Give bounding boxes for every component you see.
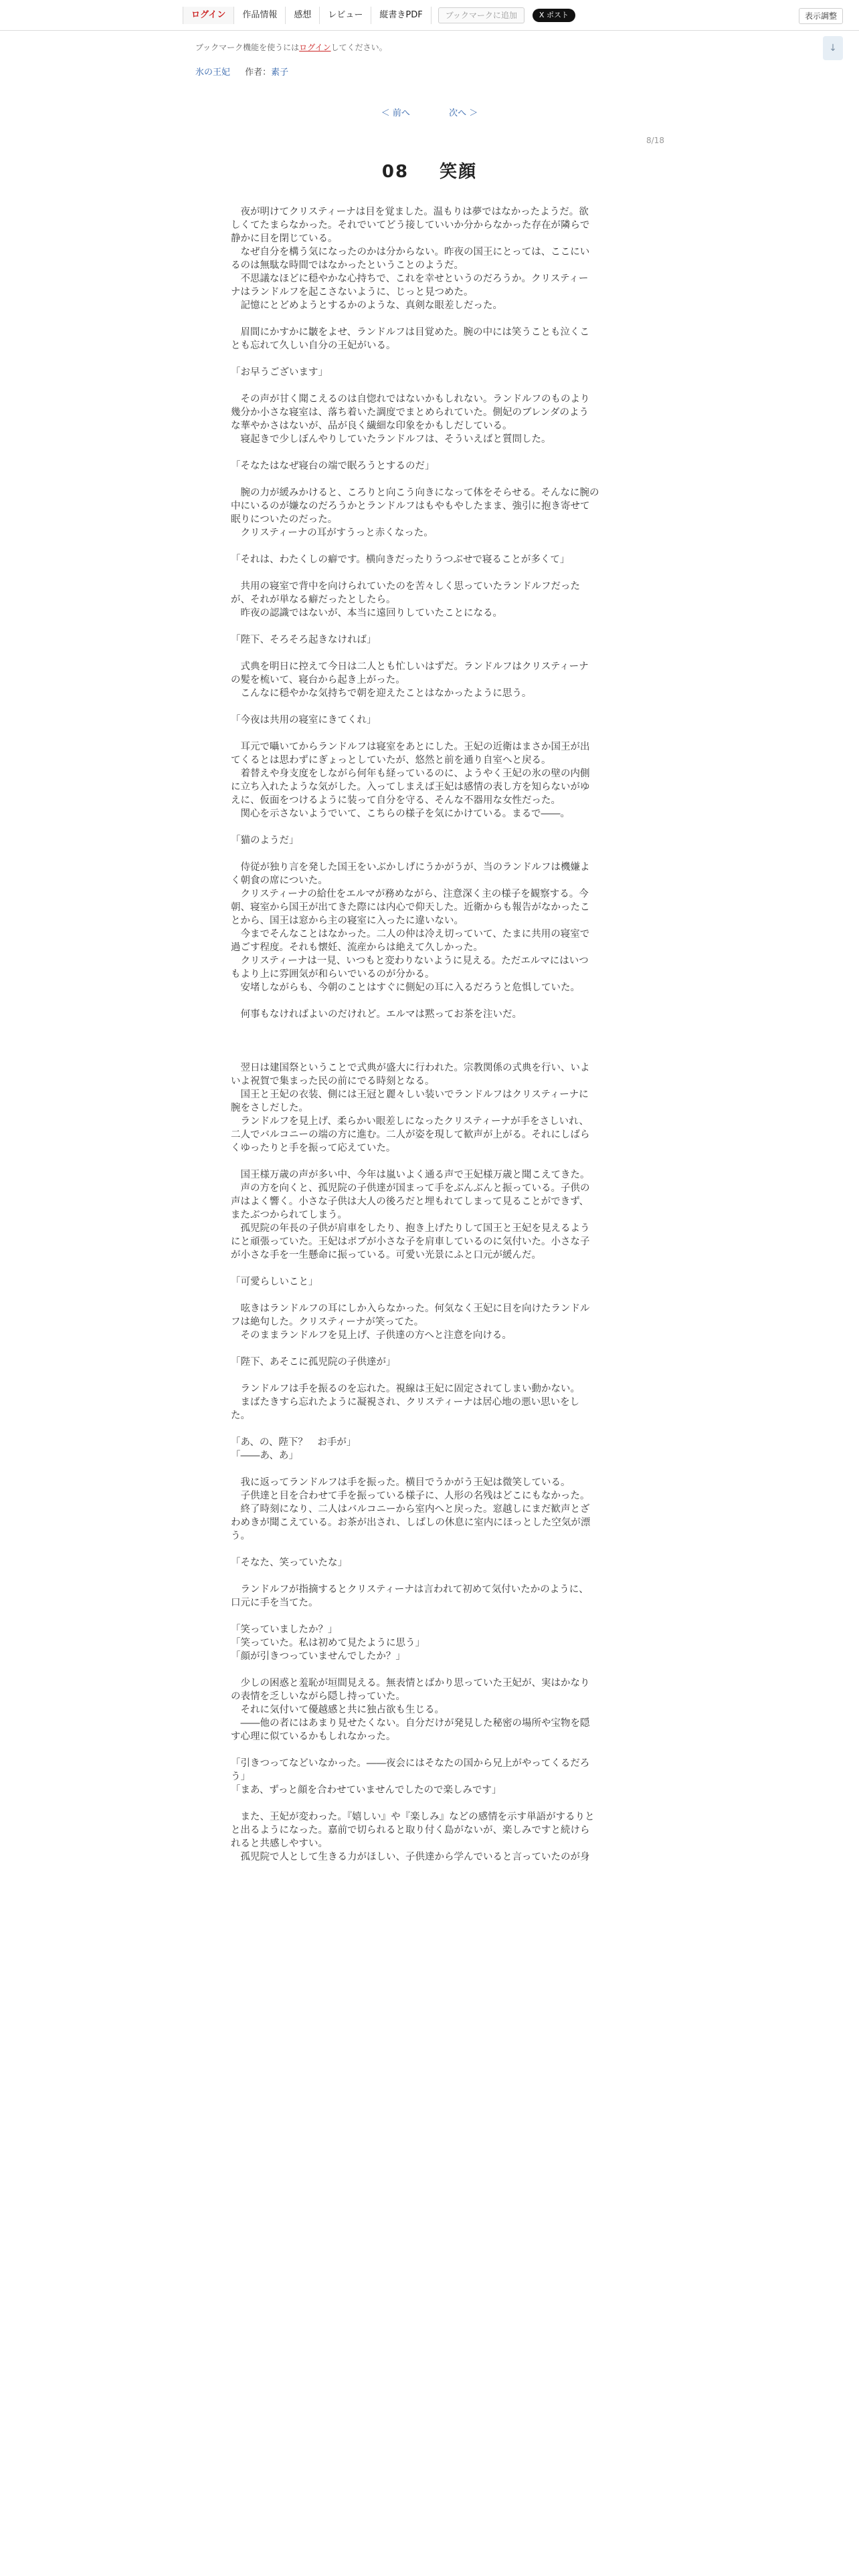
body-line: また、王妃が変わった。『嬉しい』や『楽しみ』などの感情を示す単語がするりと bbox=[231, 1812, 595, 1822]
body-line: 「引きつってなどいなかった。――夜会にはそなたの国から兄上がやってくるだろ bbox=[231, 1758, 590, 1769]
blank-line bbox=[231, 700, 626, 714]
body-line: 朝、寝室から国王が出てきた際には内心で仰天した。近衛からも報告がなかったこ bbox=[231, 902, 590, 913]
body-line: 「笑っていましたか？」 bbox=[231, 1624, 338, 1635]
body-line: 着替えや身支度をしながら何年も経っているのに、ようやく王妃の氷の壁の内側 bbox=[231, 768, 590, 779]
body-line: クリスティーナの耳がすうっと赤くなった。 bbox=[231, 528, 434, 538]
blank-line bbox=[231, 1797, 626, 1810]
body-line: 「そなた、笑っていたな」 bbox=[231, 1558, 347, 1568]
body-line: 共用の寝室で背中を向けられていたのを苦々しく思っていたランドルフだった bbox=[231, 581, 580, 592]
login-notice bbox=[195, 41, 387, 53]
blank-line bbox=[231, 352, 626, 366]
blank-line bbox=[231, 1543, 626, 1556]
body-line: クリスティーナの給仕をエルマが務めながら、注意深く主の様子を観察する。今 bbox=[231, 889, 589, 899]
body-line: れると共感しやすい。 bbox=[231, 1838, 328, 1849]
blank-line bbox=[231, 312, 626, 326]
body-line: にと頑張っていた。王妃はポプが小さな子を肩車しているのに気付いた。小さな子 bbox=[231, 1237, 590, 1247]
body-line: 耳元で囁いてからランドルフは寝室をあとにした。王妃の近衛はまさか国王が出 bbox=[231, 742, 590, 752]
blank-line bbox=[231, 1463, 626, 1476]
body-line: 静かに目を閉じている。 bbox=[231, 233, 338, 244]
body-line: 二人でバルコニーの端の方に進む。二人が姿を現して歓声が上がる。それにしばら bbox=[231, 1130, 590, 1140]
nav-login[interactable]: ログイン bbox=[183, 7, 234, 24]
body-line: た。 bbox=[231, 1410, 250, 1421]
body-line: クリスティーナは一見、いつもと変わりないように見える。ただエルマにはいつ bbox=[231, 956, 589, 966]
body-line: しくてたまらなかった。それでいてどう接していいか分からなかった存在が隣らで bbox=[231, 220, 590, 231]
body-line: 「お早うございます」 bbox=[231, 367, 328, 378]
body-line: 国王と王妃の衣装、側には王冠と麗々しい装いでランドルフはクリスティーナに bbox=[231, 1089, 589, 1100]
body-line: てくるとは思わずにぎょっとしていたが、悠然と前を通り自室へと戻る。 bbox=[231, 755, 551, 766]
blank-line bbox=[231, 1262, 626, 1275]
login-link[interactable]: ログイン bbox=[299, 43, 331, 52]
body-line: るのは無駄な時間ではなかったということのようだ。 bbox=[231, 260, 464, 271]
body-line: 眉間にかすかに皺をよせ、ランドルフは目覚めた。腕の中には笑うことも泣くこ bbox=[231, 327, 590, 338]
blank-line bbox=[231, 1743, 626, 1757]
blank-line bbox=[231, 1422, 626, 1436]
body-line: に立ち入れたような気がした。入ってしまえば王妃は感情の表し方を知らないがゆ bbox=[231, 782, 590, 792]
nav-work-info[interactable]: 作品情報 bbox=[234, 7, 286, 24]
body-line: まばたきすら忘れたように凝視され、クリスティーナは居心地の悪い思いをし bbox=[231, 1397, 580, 1408]
notice-text: ブックマーク機能を使うには bbox=[195, 43, 300, 52]
blank-line bbox=[231, 473, 626, 486]
body-line: 声の方を向くと、孤児院の子供達が国まって手をぶんぶんと振っている。子供の bbox=[231, 1183, 590, 1194]
blank-line bbox=[231, 1035, 626, 1048]
body-line: う」 bbox=[231, 1772, 250, 1782]
body-line: が小さな手を一生懸命に振っている。可愛い光景にふと口元が緩んだ。 bbox=[231, 1250, 541, 1261]
notice-text-after: してください。 bbox=[330, 43, 387, 52]
series-title-link[interactable]: 氷の王妃 bbox=[195, 68, 231, 78]
body-line: 不思議なほどに穏やかな心持ちで、これを幸せというのだろうか。クリスティー bbox=[231, 274, 589, 284]
body-line: 関心を示さないようでいて、こちらの様子を気にかけている。まるで――。 bbox=[231, 809, 571, 819]
body-line: 「それは、わたくしの癖です。横向きだったりうつぶせで寝ることが多くて」 bbox=[231, 554, 570, 565]
body-line: いよ祝賀で集まった民の前にでる時刻となる。 bbox=[231, 1076, 435, 1087]
blank-line bbox=[231, 1663, 626, 1677]
body-line: 孤児院で人として生きる力がほしい、子供達から学んでいると言っていたのが身 bbox=[231, 1852, 590, 1862]
body-line: またぶつかられてしまう。 bbox=[231, 1210, 347, 1220]
body-line: 眠りについたのだった。 bbox=[231, 514, 338, 525]
next-chapter-link[interactable]: 次へ ＞ bbox=[449, 108, 478, 118]
body-line: 記憶にとどめようとするかのような、真剣な眼差しだった。 bbox=[231, 300, 502, 311]
blank-line bbox=[231, 1048, 626, 1061]
body-line: 安堵しながらも、今朝のことはすぐに側妃の耳に入るだろうと危惧していた。 bbox=[231, 982, 580, 993]
body-line: 終了時刻になり、二人はバルコニーから室内へと戻った。窓越しにまだ歓声とざ bbox=[231, 1504, 590, 1515]
body-line: そのままランドルフを見上げ、子供達の方へと注意を向ける。 bbox=[231, 1330, 512, 1341]
body-line: 侍従が独り言を発した国王をいぶかしげにうかがうが、当のランドルフは機嫌よ bbox=[231, 862, 590, 873]
body-line: 「可愛らしいこと」 bbox=[231, 1277, 318, 1287]
display-settings-button[interactable]: 表示調整 bbox=[799, 8, 843, 24]
body-line: 夜が明けてクリスティーナは目を覚ました。温もりは夢ではなかったようだ。欲 bbox=[231, 207, 589, 217]
blank-line bbox=[231, 1610, 626, 1623]
chapter-title bbox=[0, 158, 859, 183]
body-line: 国王様万歳の声が多い中、今年は嵐いよく通る声で王妃様万歳と聞こえてきた。 bbox=[231, 1170, 590, 1180]
body-line: 「笑っていた。私は初めて見たように思う」 bbox=[231, 1638, 425, 1648]
blank-line bbox=[231, 566, 626, 580]
body-line: の表情を乏しいながら隠し持っていた。 bbox=[231, 1691, 405, 1702]
blank-line bbox=[231, 540, 626, 553]
body-line: 孤児院の年長の子供が肩車をしたり、抱き上げたりして国王と王妃を見えるよう bbox=[231, 1223, 590, 1234]
body-line: な華やかさはないが、品が良く繊細な印象をかもしだしている。 bbox=[231, 421, 512, 431]
blank-line bbox=[231, 1021, 626, 1035]
nav-impressions[interactable]: 感想 bbox=[286, 7, 320, 24]
blank-line bbox=[231, 446, 626, 459]
body-line: こんなに穏やかな気持ちで朝を迎えたことはなかったように思う。 bbox=[231, 688, 532, 699]
page-number: 8/18 bbox=[646, 136, 664, 145]
body-line: 「陛下、あそこに孤児院の子供達が」 bbox=[231, 1357, 396, 1368]
nav-vertical-pdf[interactable]: 縦書きPDF bbox=[371, 7, 431, 24]
blank-line bbox=[231, 821, 626, 834]
body-line: 今までそんなことはなかった。二人の仲は冷え切っていて、たまに共用の寝室で bbox=[231, 929, 590, 940]
bookmark-button[interactable]: ブックマークに追加 bbox=[438, 7, 524, 23]
chapter-pager bbox=[0, 106, 859, 118]
body-line: が、それが単なる癖だったとしたら。 bbox=[231, 595, 396, 605]
body-line: 我に返ってランドルフは手を振った。横目でうかがう王妃は微笑している。 bbox=[231, 1477, 571, 1488]
body-line: 「そなたはなぜ寝台の端で眠ろうとするのだ」 bbox=[231, 461, 435, 471]
body-line: 何事もなければよいのだけれど。エルマは黙ってお茶を注いだ。 bbox=[231, 1009, 522, 1020]
body-line: 幾分か小さな寝室は、落ち着いた調度でまとめられていた。側妃のブレンダのよう bbox=[231, 407, 589, 418]
body-line: の髪を梳いて、寝台から起き上がった。 bbox=[231, 675, 405, 685]
header-nav bbox=[183, 7, 575, 24]
body-line: 「顔が引きつっていませんでしたか？」 bbox=[231, 1651, 405, 1662]
author-link[interactable]: 素子 bbox=[271, 68, 289, 78]
body-line: ランドルフは手を振るのを忘れた。視線は王妃に固定されてしまい動かない。 bbox=[231, 1384, 580, 1394]
chapter-name: 笑顔 bbox=[440, 162, 478, 182]
body-line: 昨夜の認識ではないが、本当に遠回りしていたことになる。 bbox=[231, 608, 502, 619]
body-line: 少しの困惑と羞恥が垣間見える。無表情とばかり思っていた王妃が、実はかなり bbox=[231, 1678, 590, 1689]
blank-line bbox=[231, 1570, 626, 1583]
body-line: その声が甘く聞こえるのは自惚れではないかもしれない。ランドルフのものより bbox=[231, 394, 590, 405]
body-line: 「まあ、ずっと顔を合わせていませんでしたので楽しみです」 bbox=[231, 1785, 502, 1796]
blank-line bbox=[231, 994, 626, 1008]
body-line: 腕の力が緩みかけると、ころりと向こう向きになって体をそらせる。そんなに腕の bbox=[231, 488, 599, 498]
body-line: く朝食の席についた。 bbox=[231, 875, 328, 886]
blank-line bbox=[231, 1155, 626, 1168]
body-line: 子供達と目を合わせて手を振っている様子に、人形の名残はどこにもなかった。 bbox=[231, 1491, 590, 1501]
body-line: ナはランドルフを起こさないように、じっと見つめた。 bbox=[231, 287, 474, 298]
body-line: なぜ自分を構う気になったのかは分からない。昨夜の国王にとっては、ここにい bbox=[231, 247, 590, 257]
body-line: わめきが聞こえている。お茶が出され、しばしの休息に室内にほっとした空気が漂 bbox=[231, 1517, 591, 1528]
body-line: フは絶句した。クリスティーナが笑ってた。 bbox=[231, 1317, 424, 1327]
blank-line bbox=[231, 379, 626, 393]
nav-review[interactable]: レビュー bbox=[320, 7, 371, 24]
prev-chapter-link[interactable]: ＜ 前へ bbox=[381, 108, 410, 118]
body-line: す心理に似ているかもしれなかった。 bbox=[231, 1731, 396, 1742]
body-line: えに、仮面をつけるように装って自分を守る、そんな不器用な女性だった。 bbox=[231, 795, 561, 806]
body-line: ランドルフを見上げ、柔らかい眼差しになったクリスティーナが手をさしいれ、 bbox=[231, 1116, 589, 1127]
scroll-down-icon[interactable]: ↓ bbox=[823, 36, 843, 60]
body-line: 口元に手を当てた。 bbox=[231, 1598, 318, 1608]
body-line: 腕をさしだした。 bbox=[231, 1103, 308, 1113]
body-line: 「――あ、あ」 bbox=[231, 1451, 298, 1461]
body-line: とから、国王は窓から主の寝室に入ったに違いない。 bbox=[231, 916, 464, 926]
body-line: 寝起きで少しぼんやりしていたランドルフは、そういえばと質問した。 bbox=[231, 434, 551, 445]
blank-line bbox=[231, 620, 626, 633]
novel-body bbox=[231, 205, 626, 1864]
body-line: 「今夜は共用の寝室にきてくれ」 bbox=[231, 715, 377, 726]
body-line: それに気付いて優越感と共に独占欲も生じる。 bbox=[231, 1705, 444, 1715]
body-line: 「陛下、そろそろ起きなければ」 bbox=[231, 635, 377, 645]
body-line: 「猫のようだ」 bbox=[231, 835, 299, 846]
body-line: くゆったりと手を振って応えていた。 bbox=[231, 1143, 396, 1154]
body-line: 式典を明日に控えて今日は二人とも忙しいはずだ。ランドルフはクリスティーナ bbox=[231, 661, 589, 672]
body-line: と出るようになった。嘉前で切られると取り付く島がないが、楽しみですと続けら bbox=[231, 1825, 590, 1836]
top-navigation-bar bbox=[0, 0, 859, 31]
body-line: う。 bbox=[231, 1531, 250, 1541]
blank-line bbox=[231, 647, 626, 660]
body-line: 過ごす程度。それも懐妊、流産からは絶えて久しかった。 bbox=[231, 942, 483, 953]
author-label: 作者： bbox=[245, 68, 272, 78]
body-line: 翌日は建国祭ということで式典が盛大に行われた。宗教関係の式典を行い、いよ bbox=[231, 1063, 590, 1073]
blank-line bbox=[231, 1342, 626, 1356]
body-line: 中にいるのが嫌なのだろうかとランドルフはもやもやしたまま、強引に抱き寄せて bbox=[231, 501, 590, 512]
body-line: 呟きはランドルフの耳にしか入らなかった。何気なく王妃に目を向けたランドル bbox=[231, 1303, 590, 1314]
blank-line bbox=[231, 1289, 626, 1302]
blank-line bbox=[231, 847, 626, 861]
body-line: ランドルフが指摘するとクリスティーナは言われて初めて気付いたかのように、 bbox=[231, 1584, 589, 1595]
series-info bbox=[195, 65, 288, 78]
chapter-number: 08 bbox=[381, 162, 409, 182]
x-share-button[interactable]: X ポスト bbox=[533, 9, 575, 22]
blank-line bbox=[231, 727, 626, 740]
body-line: とも忘れて久しい自分の王妃がいる。 bbox=[231, 340, 396, 351]
body-line: ――他の者にはあまり見せたくない。自分だけが発見した秘密の場所や宝物を隠 bbox=[231, 1718, 590, 1729]
body-line: もより上に雰囲気が和らいでいるのが分かる。 bbox=[231, 969, 435, 980]
body-line: 「あ、の、陛下？ お手が」 bbox=[231, 1437, 357, 1448]
body-line: 声はよく響く。小さな子供は大人の後ろだと埋もれてしまって見ることができず、 bbox=[231, 1196, 589, 1207]
blank-line bbox=[231, 1369, 626, 1382]
